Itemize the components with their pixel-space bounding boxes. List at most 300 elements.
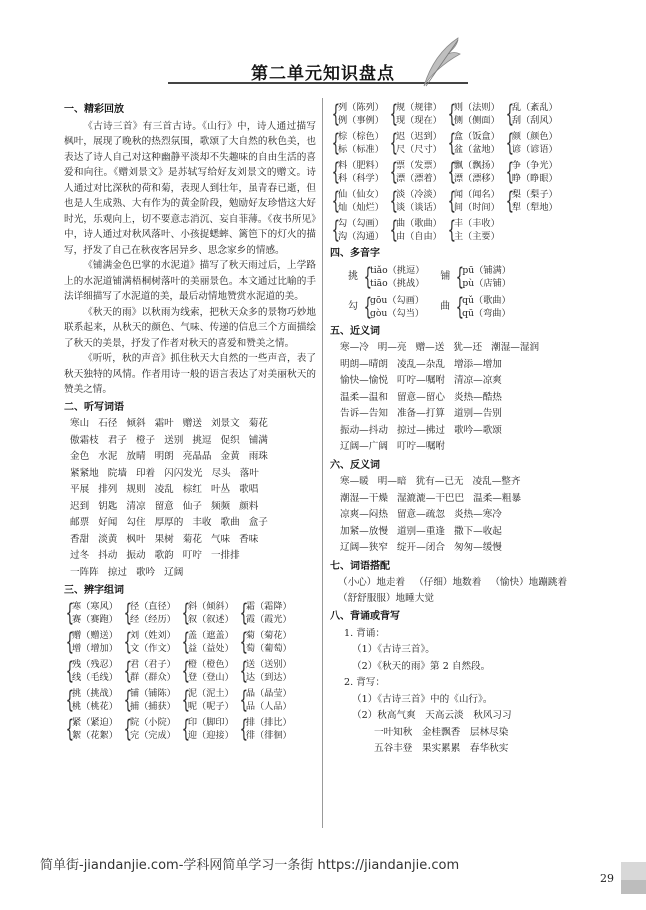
char-pair-item: 规（规律） (395, 102, 442, 113)
char-pair-lines (246, 687, 292, 713)
vocab-word: 迟到 (70, 500, 90, 512)
polyphone-group (348, 294, 424, 320)
char-pair-lines (130, 716, 176, 742)
vocab-word: 君子 (107, 434, 127, 446)
corner-block-dark (621, 880, 646, 894)
synonym-pair: 凌乱—杂乱 (396, 358, 445, 370)
char-pair-item: 铺（铺陈） (129, 687, 176, 699)
char-pair-item: 品（人品） (245, 700, 292, 712)
synonym-row (330, 439, 590, 456)
synonym-pair: 明—亮 (377, 342, 407, 353)
recitation-list (330, 626, 590, 758)
vocab-word: 歌吟 (135, 566, 156, 578)
page-header (0, 58, 646, 94)
recitation-line: （2）《秋天的雨》第 2 自然段。 (352, 660, 491, 672)
char-pair-item: 紧（紧迫） (72, 716, 118, 728)
synonym-pair: 道别—告别 (453, 408, 502, 419)
brace-glyph: { (181, 685, 190, 714)
vocab-row (64, 532, 316, 549)
footer-watermark: 简单街-jiandanjie.com-学科网简单学习一条街 https://jiandanjie.com (40, 858, 460, 873)
vocab-word: 凌乱 (154, 484, 174, 495)
synonym-pair: 辽阔—广阔 (340, 441, 388, 452)
polyphone-reading: qǔ（歌曲） (462, 294, 511, 306)
char-pair-lines (338, 217, 384, 243)
char-pair (180, 600, 234, 626)
char-pair-item: 尺（尺寸） (395, 144, 442, 155)
char-pair-lines (188, 600, 234, 626)
synonym-row (330, 423, 590, 440)
polyphone-reading: tiǎo（挑逗） (370, 264, 425, 276)
brace-glyph: { (65, 714, 74, 743)
char-pair-item: 飘（飘扬） (453, 160, 500, 171)
char-pair-item: 印（脚印） (187, 716, 234, 728)
page-title: 第二单元知识盘点 (251, 64, 395, 84)
pair-row (64, 600, 316, 626)
pair-row (64, 687, 316, 713)
char-compare-list (64, 600, 316, 742)
brace-glyph: { (505, 100, 514, 128)
synonym-pair: 留意—留心 (396, 391, 445, 403)
vocab-word: 淡黄 (98, 533, 118, 545)
char-pair (446, 130, 500, 156)
vocab-word: 水泥 (98, 451, 118, 462)
char-pair-item: 线（毛线） (72, 671, 118, 683)
vocab-row (64, 482, 316, 499)
char-pair-item: 丰（丰收） (453, 218, 500, 229)
vocab-word: 排列 (98, 484, 118, 495)
brace-glyph: { (181, 598, 190, 627)
char-pair-lines (512, 101, 558, 127)
vocab-word: 放晴 (126, 451, 146, 462)
char-pair-item: 盆（盆地） (453, 144, 500, 155)
vocab-word: 送别 (164, 434, 184, 446)
collocation-row (330, 575, 590, 591)
vocab-word: 邮票 (70, 517, 90, 528)
char-pair-item: 颜（颜色） (511, 131, 558, 142)
brace-glyph: { (331, 158, 340, 186)
polyphone-reading: tiāo（挑战） (370, 277, 425, 289)
section-heading-6: 六、反义词 (330, 459, 380, 471)
section-heading-8: 八、背诵或背写 (330, 611, 400, 622)
polyphone-readings (462, 264, 511, 290)
char-pair-lines (130, 687, 176, 713)
antonym-pair: 道别—重逢 (396, 525, 445, 537)
collocation-list (330, 575, 590, 607)
char-pair-item: 盖（遮盖） (187, 629, 234, 641)
char-pair-item: 排（排比） (245, 716, 292, 728)
brace-glyph: { (505, 129, 514, 157)
brace-glyph: { (331, 216, 340, 244)
char-pair-item: 则（法则） (453, 102, 500, 113)
vocab-word: 振动 (126, 550, 146, 561)
char-pair (446, 188, 500, 214)
recitation-line: 五谷丰登 果实累累 春华秋实 (374, 743, 509, 754)
dictation-word-list (64, 416, 316, 581)
vocab-word: 歌唱 (239, 484, 259, 495)
vocab-word: 菊花 (182, 533, 202, 545)
vocab-word: 印着 (135, 467, 156, 479)
vocab-word: 辽阔 (164, 566, 184, 578)
synonym-pair: 告诉—告知 (340, 408, 388, 419)
char-pair-lines (246, 629, 292, 655)
vocab-word: 明朗 (154, 451, 174, 462)
summary-paragraph: 《秋天的雨》以秋雨为线索，把秋天众多的景物巧妙地联系起来，从秋天的颜色、气味、传递的信息三个方面描绘了秋天的美景，抒发了作者对秋天的喜爱和赞美之情。 (64, 306, 316, 349)
char-pair-lines (188, 629, 234, 655)
char-pair (330, 101, 384, 127)
vocab-word: 厚厚的 (154, 517, 184, 528)
char-pair-item: 晶（晶莹） (245, 687, 292, 699)
char-pair-item: 列（陈列） (338, 102, 384, 113)
char-pair (238, 716, 292, 742)
brace-glyph: { (123, 627, 132, 656)
char-pair-lines (130, 629, 176, 655)
antonym-pair: 辽阔—狭窄 (340, 542, 388, 553)
char-pair-item: 霜（霜降） (245, 600, 292, 612)
char-pair-lines (338, 159, 384, 185)
char-pair-item: 主（主要） (453, 231, 500, 242)
section-1-body (64, 119, 316, 398)
char-pair-lines (512, 159, 558, 185)
polyphone-row (348, 294, 590, 320)
summary-paragraph: 《铺满金色巴掌的水泥道》描写了秋天雨过后，上学路上的水泥道铺满梧桐树落叶的美丽景色。本文通过比喻的手法详细描写了水泥道的美，最后动情地赞赏水泥道的美。 (64, 260, 316, 302)
char-pair-item: 橙（橙色） (187, 658, 234, 670)
char-pair-item: 院（小院） (129, 716, 176, 728)
polyphone-reading: pū（铺满） (462, 264, 511, 276)
char-pair-lines (246, 600, 292, 626)
brace-glyph: { (447, 129, 456, 157)
char-pair-item: 经（经历） (129, 613, 176, 625)
vocab-word: 抖动 (98, 550, 118, 561)
vocab-word: 清凉 (126, 500, 146, 512)
vocab-word: 叮咛 (182, 550, 202, 561)
page-number: 29 (600, 872, 614, 885)
char-pair (64, 600, 118, 626)
char-pair-item: 呢（呢子） (187, 700, 234, 712)
section-heading-3: 三、辨字组词 (64, 585, 124, 596)
vocab-word: 金黄 (220, 451, 240, 462)
char-pair (64, 658, 118, 684)
section-heading-1: 一、精彩回放 (64, 104, 124, 115)
char-pair-lines (338, 188, 384, 214)
brace-glyph: { (65, 627, 74, 656)
synonym-pair: 准备—打算 (396, 408, 445, 419)
vocab-word: 盒子 (248, 517, 268, 528)
char-pair-item: 沟（沟通） (338, 231, 384, 242)
brace-glyph: { (239, 714, 248, 743)
char-pair-item: 群（群众） (129, 671, 176, 683)
char-pair-lines (454, 188, 500, 214)
synonym-pair: 明朗—晴朗 (340, 358, 388, 370)
antonym-pair: 温柔—粗暴 (473, 492, 522, 504)
polyphone-reading: gōu（勾画） (370, 294, 425, 306)
synonym-pair: 增添—增加 (453, 358, 502, 370)
synonym-pair: 炎热—酷热 (453, 391, 502, 403)
char-pair-item: 增（增加） (72, 642, 118, 654)
vocab-word: 紧紧地 (70, 467, 99, 479)
char-pair-item: 标（标准） (338, 144, 384, 155)
synonym-row (330, 357, 590, 374)
char-pair-item: 君（君子） (129, 658, 176, 670)
antonym-row (330, 474, 590, 491)
vocab-word: 频频 (210, 500, 231, 512)
char-pair-item: 勾（勾画） (338, 218, 384, 229)
synonym-pair: 赠—送 (415, 342, 445, 353)
char-pair-lines (130, 658, 176, 684)
vocab-word: 枫叶 (126, 533, 146, 545)
char-pair-lines (454, 217, 500, 243)
antonym-row (330, 507, 590, 524)
polyphone-list (330, 264, 590, 320)
polyphone-char: 铺 (440, 270, 451, 282)
char-pair (446, 101, 500, 127)
char-pair-item: 迎（迎接） (187, 729, 234, 741)
vocab-word: 倾斜 (126, 418, 146, 429)
char-pair-item: 棕（棕色） (338, 131, 384, 142)
char-pair (180, 716, 234, 742)
char-pair (504, 130, 558, 156)
char-pair-item: 侧（侧面） (453, 115, 500, 126)
synonym-pair: 歌吟—歌颂 (453, 424, 502, 436)
brace-glyph: { (239, 598, 248, 627)
antonym-pair: 湿漉漉—干巴巴 (396, 492, 465, 504)
antonym-pair: 撒下—收起 (453, 525, 502, 537)
vocab-word: 一排排 (210, 550, 240, 561)
synonym-pair: 寒—冷 (340, 342, 369, 353)
antonym-pair: 明—暗 (377, 476, 407, 487)
char-pair-item: 挑（挑战） (72, 687, 118, 699)
brace-glyph: { (447, 100, 456, 128)
vocab-row (64, 565, 316, 582)
vocab-word: 留意 (154, 500, 174, 512)
brace-glyph: { (65, 685, 74, 714)
char-pair-item: 谈（谈话） (395, 202, 442, 213)
brace-glyph: { (389, 158, 398, 186)
vocab-word: 挑逗 (192, 434, 212, 446)
recitation-line: （1）《古诗三首》中的《山行》。 (352, 693, 493, 705)
vocab-word: 规则 (126, 484, 146, 495)
recitation-line: 一叶知秋 金桂飘香 层林尽染 (374, 726, 509, 738)
vocab-word: 促织 (220, 434, 240, 446)
vocab-word: 菊花 (248, 418, 268, 429)
char-pair-item: 登（登山） (187, 671, 234, 683)
pair-row (64, 716, 316, 742)
brace-glyph: { (389, 216, 398, 244)
brace-glyph: { (181, 656, 190, 685)
antonym-pair: 犹有—已无 (415, 476, 464, 487)
char-pair-lines (512, 130, 558, 156)
antonym-pair: 匆匆—缓慢 (453, 542, 502, 553)
summary-paragraph: 《古诗三首》有三首古诗。《山行》中，诗人通过描写枫叶，展现了晚秋的热烈氛围，歌颂了大自然的秋色美，也表达了诗人自己对这种幽静平淡却不失趣味的自由生活的喜爱和向往。《赠刘景文》是苏轼写给好友刘景文的赠文。诗人通过对比深秋的荷和菊，表现人到壮年，虽青春已逝，但也是人生成熟、大有作为的黄金阶段，勉励好友珍惜这大好时光，乐观向上，切不要意志消沉、妄自菲薄。《夜书所见》中，诗人通过对秋风落叶、小孩捉蟋蟀、篱笆下的灯火的描写，抒发了自己在秋夜客居异乡、思念家乡的情感。 (64, 120, 316, 256)
synonym-pair: 温柔—温和 (340, 391, 388, 403)
char-pair-lines (396, 130, 442, 156)
antonym-row (330, 540, 590, 557)
synonym-list (330, 340, 590, 456)
char-pair-lines (454, 101, 500, 127)
vocab-word: 尽头 (211, 467, 231, 479)
char-pair-item: 萄（葡萄） (245, 642, 292, 654)
char-pair-lines (454, 130, 500, 156)
collocation-item: （小心）地走着 (338, 577, 406, 588)
synonym-pair: 掠过—拂过 (396, 424, 445, 436)
char-pair-item: 絮（花絮） (72, 729, 118, 741)
char-pair (64, 629, 118, 655)
char-pair-item: 票（发票） (395, 160, 442, 171)
brace-glyph: { (389, 129, 398, 157)
char-pair (64, 687, 118, 713)
char-pair-item: 由（自由） (395, 231, 442, 242)
vocab-word: 气味 (210, 533, 231, 545)
char-pair-item: 菊（菊花） (245, 629, 292, 641)
left-column (64, 100, 316, 745)
char-pair (388, 130, 442, 156)
vocab-word: 霜叶 (154, 418, 174, 429)
char-pair (122, 629, 176, 655)
char-pair-lines (72, 716, 118, 742)
char-pair-item: 漂（漂着） (395, 173, 442, 184)
synonym-row (330, 373, 590, 390)
char-pair-item: 文（作文） (129, 642, 176, 654)
synonym-pair: 清凉—凉爽 (453, 375, 502, 386)
vocab-word: 仙子 (182, 500, 202, 512)
right-column (330, 100, 590, 758)
antonym-pair: 炎热—寒冷 (453, 509, 502, 520)
char-pair-item: 徘（徘徊） (245, 729, 292, 741)
char-pair-item: 斜（倾斜） (187, 600, 234, 612)
vocab-word: 香味 (239, 533, 259, 545)
column-divider (322, 98, 323, 828)
vocab-word: 傲霜枝 (70, 434, 99, 446)
pair-row (330, 101, 590, 127)
char-pair-lines (246, 716, 292, 742)
antonym-pair: 绽开—闭合 (396, 542, 445, 553)
pair-row (330, 217, 590, 243)
char-pair (180, 687, 234, 713)
polyphone-reading: pù（店铺） (462, 277, 511, 289)
collocation-row (330, 591, 590, 607)
antonym-row (330, 524, 590, 541)
char-pair (238, 687, 292, 713)
char-pair-lines (396, 159, 442, 185)
char-pair-item: 赛（赛跑） (72, 613, 118, 625)
char-pair-item: 淡（冷淡） (395, 189, 442, 200)
brace-glyph: { (65, 598, 74, 627)
vocab-word: 铺满 (248, 434, 268, 446)
char-pair-item: 现（现在） (395, 115, 442, 126)
vocab-word: 丰收 (192, 517, 212, 528)
char-pair (238, 629, 292, 655)
char-pair (388, 217, 442, 243)
brace-glyph: { (181, 714, 190, 743)
vocab-word: 石径 (98, 418, 118, 429)
char-pair-item: 桃（桃花） (72, 700, 118, 712)
vocab-word: 掠过 (107, 566, 127, 578)
char-pair (388, 188, 442, 214)
antonym-pair: 寒—暖 (340, 476, 369, 487)
char-pair (64, 716, 118, 742)
char-pair (504, 159, 558, 185)
vocab-row (64, 416, 316, 433)
vocab-word: 叶丛 (210, 484, 231, 495)
char-pair-item: 梨（梨子） (511, 189, 558, 200)
char-pair-lines (188, 658, 234, 684)
char-pair (388, 101, 442, 127)
section-heading-4: 四、多音字 (330, 248, 380, 259)
synonym-pair: 愉快—愉悦 (340, 375, 388, 386)
char-pair-item: 科（科学） (338, 173, 384, 184)
vocab-row (64, 548, 316, 565)
char-pair-item: 曲（歌曲） (395, 218, 442, 229)
char-pair-item: 送（送别） (245, 658, 292, 670)
vocab-row (64, 515, 316, 532)
vocab-word: 歌韵 (154, 550, 174, 561)
char-pair-lines (72, 629, 118, 655)
vocab-word: 橙子 (135, 434, 156, 446)
brace-glyph: { (447, 187, 456, 215)
vocab-word: 歌曲 (220, 517, 240, 528)
brace-glyph: { (331, 129, 340, 157)
char-pair-item: 乱（紊乱） (511, 102, 558, 113)
collocation-item: （愉快）地蹦跳着 (490, 577, 568, 588)
synonym-pair: 振动—抖动 (340, 424, 388, 436)
char-compare-list-continued (330, 101, 590, 243)
char-pair-lines (72, 687, 118, 713)
synonym-row (330, 340, 590, 357)
polyphone-group (348, 264, 424, 290)
char-pair-item: 争（争光） (511, 160, 558, 171)
polyphone-readings (370, 264, 424, 290)
char-pair (180, 629, 234, 655)
char-pair-item: 犁（犁地） (511, 202, 558, 213)
char-pair-item: 灿（灿烂） (338, 202, 384, 213)
brace-glyph: { (65, 656, 74, 685)
vocab-row (64, 466, 316, 483)
vocab-row (64, 449, 316, 466)
vocab-word: 钥匙 (98, 500, 118, 512)
char-pair-item: 刮（刮风） (511, 115, 558, 126)
brace-glyph: { (239, 656, 248, 685)
vocab-word: 香甜 (70, 533, 90, 545)
brace-glyph: { (363, 262, 372, 291)
char-pair (330, 130, 384, 156)
char-pair-item: 赠（赠送） (72, 629, 118, 641)
char-pair-lines (396, 101, 442, 127)
char-pair (122, 600, 176, 626)
polyphone-char: 勾 (348, 300, 358, 312)
char-pair-item: 漂（漂移） (453, 173, 500, 184)
char-pair (504, 101, 558, 127)
char-pair-item: 完（完成） (129, 729, 176, 741)
vocab-word: 寒山 (70, 418, 90, 429)
char-pair-item: 残（残忍） (72, 658, 118, 670)
char-pair-item: 闻（闻名） (453, 189, 500, 200)
summary-paragraph: 《听听，秋的声音》抓住秋天大自然的一些声音，表了秋天独特的风情。作者用诗一般的语言表达了对美丽秋天的赞美之情。 (64, 353, 316, 395)
char-pair (238, 600, 292, 626)
char-pair (122, 716, 176, 742)
section-heading-2: 二、听写词语 (64, 401, 124, 413)
antonym-pair: 加紧—放慢 (340, 525, 388, 537)
char-pair-item: 仙（仙女） (338, 189, 384, 200)
antonym-row (330, 491, 590, 508)
char-pair (330, 188, 384, 214)
synonym-pair: 犹—还 (453, 342, 483, 353)
vocab-word: 刘景文 (210, 418, 240, 429)
brace-glyph: { (239, 685, 248, 714)
brace-glyph: { (181, 627, 190, 656)
polyphone-readings (462, 294, 511, 320)
brace-glyph: { (123, 714, 132, 743)
synonym-row (330, 406, 590, 423)
feather-icon (418, 36, 464, 92)
